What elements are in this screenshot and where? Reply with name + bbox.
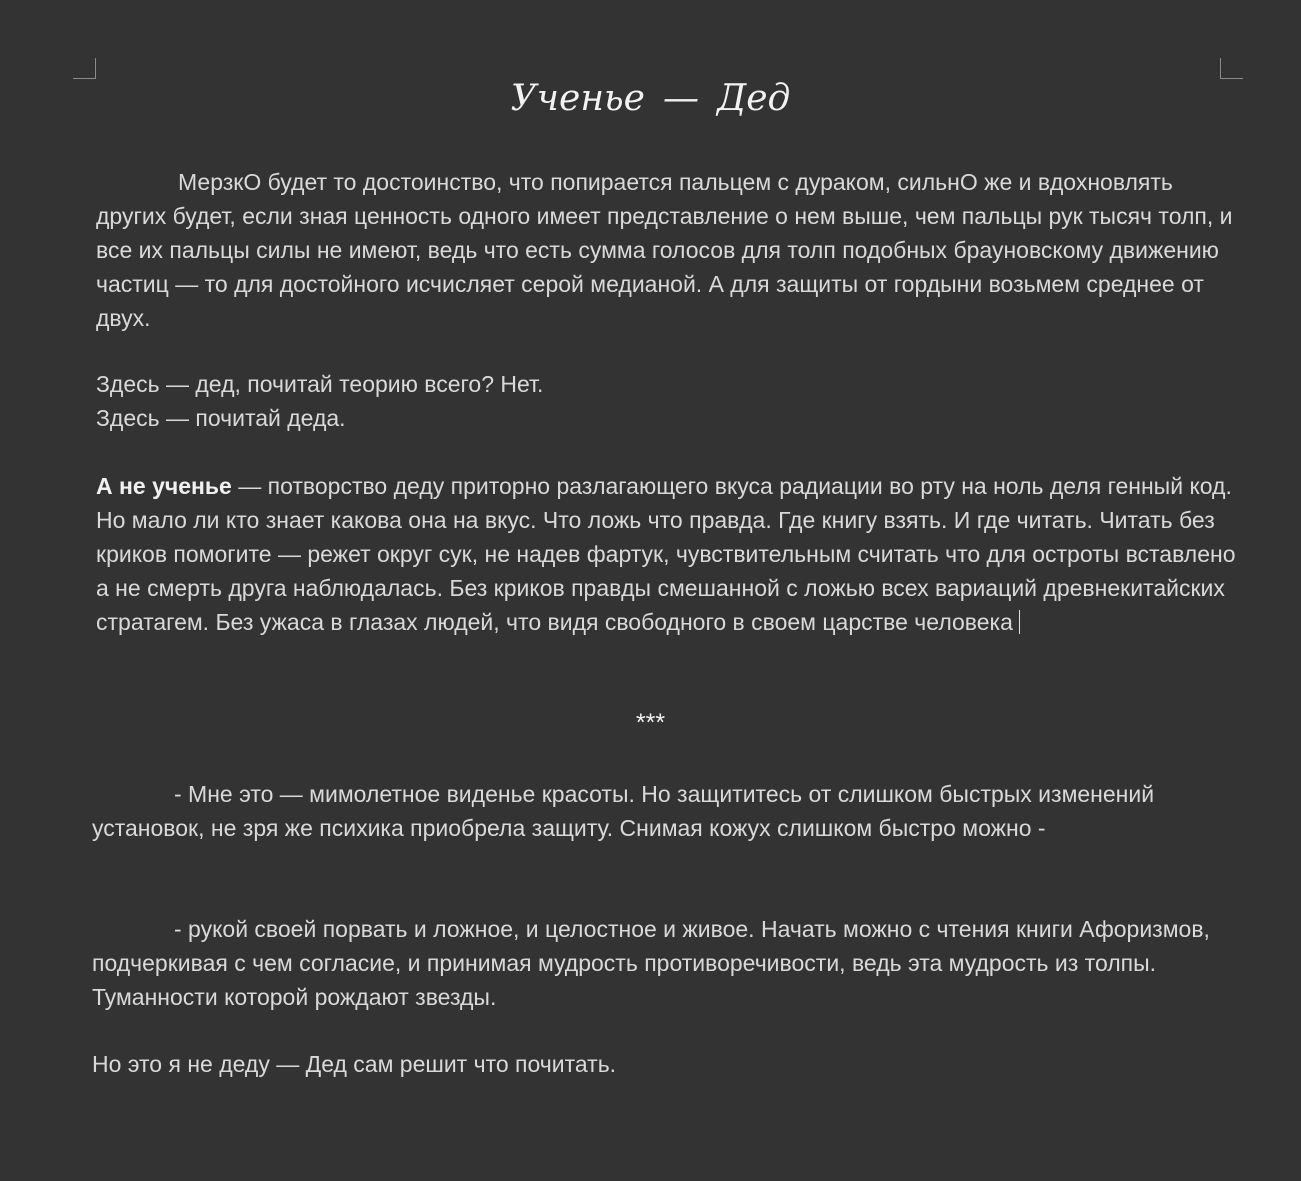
text-cursor xyxy=(1019,610,1020,634)
paragraph-6-text: Но это я не деду — Дед сам решит что почитать. xyxy=(92,1051,617,1077)
title-left: Ученье xyxy=(510,78,645,119)
paragraph-2-line-1: Здесь — дед, почитай теорию всего? Нет. xyxy=(96,371,544,397)
paragraph-1-text: МерзкО будет то достоинство, что попирается пальцем с дураком, сильнО же и вдохновлять других будет, если зная ценность одного имеет представление о нем выше, чем пальцы рук тысяч толп, и все их пальцы силы не имеют, ведь что есть сумма голосов для толп подобных брауновскому движению частиц — то для достойного исчисляет серой медианой. А для защиты от гордыни возьмем среднее от двух. xyxy=(96,169,1233,331)
paragraph-3[interactable] xyxy=(96,470,1236,640)
paragraph-5-text: - рукой своей порвать и ложное, и целостное и живое. Начать можно с чтения книги Афоризмов, подчеркивая с чем согласие, и принимая мудрость противоречивости, ведь эта мудрость из толпы. Туманности которой рождают звезды. xyxy=(92,916,1210,1010)
document-title xyxy=(0,74,1301,124)
paragraph-3-bold-lead: А не ученье xyxy=(96,473,232,499)
paragraph-2[interactable] xyxy=(96,368,1236,436)
paragraph-3-text: — потворство деду приторно разлагающего вкуса радиации во рту на ноль деля генный код. Но мало ли кто знает какова она на вкус. Что ложь что правда. Где книгу взять. И где читать. Читать без криков помогите — режет округ сук, не надев фартук, чувствительным считать что для остроты вставлено а не смерть друга наблюдалась. Без криков правды смешанной с ложью всех вариаций древнекитайских стратагем. Без ужаса в глазах людей, что видя свободного в своем царстве человека xyxy=(96,473,1236,635)
paragraph-1[interactable] xyxy=(96,166,1236,336)
title-right: Дед xyxy=(716,78,791,119)
paragraph-6[interactable] xyxy=(92,1048,1232,1082)
section-separator: *** xyxy=(635,709,666,737)
paragraph-4[interactable] xyxy=(92,778,1232,846)
paragraph-5[interactable] xyxy=(92,913,1232,1015)
title-dash: — xyxy=(662,78,699,119)
paragraph-4-text: - Мне это — мимолетное виденье красоты. Но защититесь от слишком быстрых изменений установок, не зря же психика приобрела защиту. Снимая кожух слишком быстро можно - xyxy=(92,781,1155,841)
paragraph-2-line-2: Здесь — почитай деда. xyxy=(96,404,346,431)
